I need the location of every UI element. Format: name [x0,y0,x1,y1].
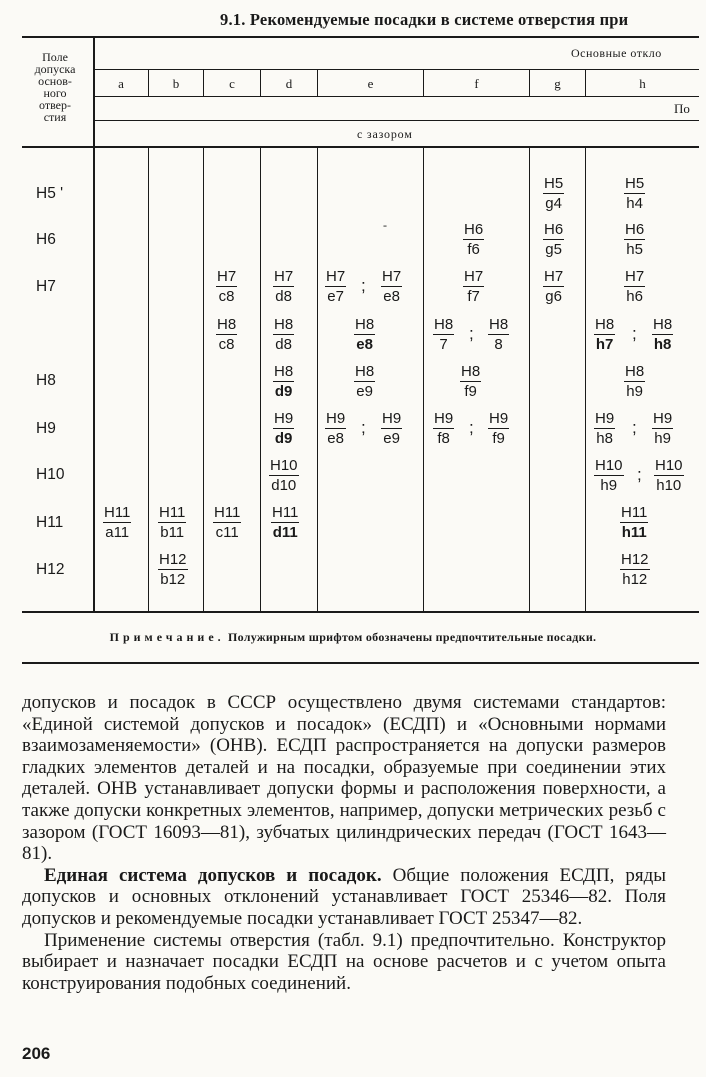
header-rule-2 [93,96,699,97]
fit-cell: $\frac{H7}{d8}$ [274,268,294,305]
semicolon: ; [469,418,474,437]
fit-cell: $\frac{H6}{g5}$ [544,221,564,258]
fit-cell: $\frac{H8}{e9}$ [355,363,375,400]
note-text: Полужирным шрифтом обозначены предпочтительные посадки. [227,630,597,644]
fit-cell: $\frac{H9}{h8}$ [595,410,615,447]
row-label-h11: H11 [36,514,64,531]
fit-cell: $\frac{H7}{g6}$ [544,268,564,305]
column-header-a: a [118,76,124,91]
fit-cell: $\frac{H6}{h5}$ [625,221,645,258]
fit-cell: $\frac{H10}{h9}$ [595,457,623,494]
table-caption: 9.1. Рекомендуемые посадки в системе отверстия при [220,10,629,29]
header-bottom-rule [22,146,699,148]
column-header-f: f [474,76,479,91]
semicolon: ; [632,324,637,343]
row-label-h5: H5 ' [36,185,64,202]
table-bottom-rule [22,611,699,613]
fit-cell: $\frac{H7}{c8}$ [217,268,237,305]
fit-cell-preferred: $\frac{H8}{h7}$ [595,316,615,353]
page-number: 206 [22,1044,51,1063]
fit-cell: $\frac{H7}{e8}$ [382,268,402,305]
fit-cell: $\frac{H7}{f7}$ [464,268,484,305]
fit-cell: $\frac{H6}{f6}$ [464,221,484,258]
table-top-rule [22,36,699,38]
col-divider-de-body [317,146,318,612]
paragraph: допусков и посадок в СССР осуществлено двумя системами стандартов: «Единой системой допусков и посадок» (ЕСДП) и «Основными нормами взаимозаменяемости» (ОНВ). ЕСДП распространяется на допуски размеров гладких элементов деталей и на посадки, образуемые при соединении этих деталей. ОНВ устанавливает допуски формы и расположения поверхности, а также допуски конкретных элементов, например, допуски метрических резьб с зазором (ГОСТ 16093—81), зубчатых цилиндрических передач (ГОСТ 1643—81). [22,692,666,865]
fit-cell: $\frac{H12}{h12}$ [621,551,649,588]
fit-cell: $\frac{H7}{h6}$ [625,268,645,305]
semicolon: ; [637,465,642,484]
fit-cell: $\frac{H5}{h4}$ [625,175,645,212]
semicolon: ; [632,418,637,437]
semicolon: ; [361,276,366,295]
paragraph-text: Общие положения ЕСДП, ряды допусков и основных отклонений устанавливает ГОСТ 25346—82. Поля допусков и рекомендуемые посадки устанавливает ГОСТ 25347—82. [22,864,666,929]
note-bottom-rule [22,662,699,664]
stub-divider [93,37,95,612]
fit-cell: $\frac{H9}{e9}$ [382,410,402,447]
col-divider-fg-body [529,146,530,612]
fit-cell: $\frac{H8}{8}$ [489,316,509,353]
fit-cell-preferred: $\frac{H11}{h11}$ [621,504,648,541]
col-divider-bc-body [203,146,204,612]
fit-cell-preferred: $\frac{H9}{d9}$ [274,410,294,447]
fit-cell: $\frac{H7}{e7}$ [326,268,346,305]
stub-line: основ- [38,74,72,88]
fit-cell-preferred: $\frac{H8}{d9}$ [274,363,294,400]
fit-cell: $\frac{H9}{e8}$ [326,410,346,447]
fit-cell: $\frac{H12}{b12}$ [159,551,187,588]
column-header-g: g [554,76,561,91]
stray-mark: - [383,218,387,232]
note-label: Примечание. [109,630,225,644]
top-header-label: Основные откло [571,46,662,60]
paragraph [22,865,666,930]
fit-cell: $\frac{H11}{c11}$ [214,504,241,541]
fit-cell-preferred: $\frac{H11}{d11}$ [272,504,299,541]
fit-cell-preferred: $\frac{H8}{h8}$ [653,316,673,353]
fit-cell: $\frac{H9}{f9}$ [489,410,509,447]
table-note [0,630,706,645]
column-header-d: d [285,76,293,91]
stub-line: Поле [42,50,68,64]
semicolon: ; [361,418,366,437]
column-header-e: e [367,76,374,91]
fit-cell: $\frac{H5}{g4}$ [544,175,564,212]
col-divider-ab-body [148,146,149,612]
row-label-h8: H8 [36,372,56,389]
fit-cell: $\frac{H11}{b11}$ [159,504,186,541]
fit-cell: $\frac{H9}{h9}$ [653,410,673,447]
row-label-h12: H12 [36,561,65,578]
header-rule-3 [93,120,699,121]
header-row-zazor: с зазором [357,127,413,141]
paragraph: Применение системы отверстия (табл. 9.1) предпочтительно. Конструктор выбирает и назначает посадки ЕСДП на основе расчетов и с учетом опыта конструирования подобных соединений. [22,929,666,994]
col-divider-gh-body [585,146,586,612]
col-divider-ef-body [423,146,424,612]
body-text [22,692,666,994]
column-header-h: h [639,76,646,91]
fit-cell: $\frac{H11}{a11}$ [104,504,131,541]
row-label-h7: H7 [36,278,56,295]
header-row-po: По [674,101,690,116]
column-header-c: c [229,76,235,91]
fit-cell: $\frac{H8}{d8}$ [274,316,294,353]
fit-cell: $\frac{H10}{d10}$ [270,457,298,494]
fit-cell: $\frac{H10}{h10}$ [655,457,683,494]
header-rule-1 [93,69,699,70]
fit-cell: $\frac{H8}{c8}$ [217,316,237,353]
row-label-h9: H9 [36,420,56,437]
row-label-h10: H10 [36,466,65,483]
fit-cell: $\frac{H8}{h9}$ [625,363,645,400]
col-divider-cd-body [260,146,261,612]
fit-cell: $\frac{H9}{f8}$ [434,410,454,447]
paragraph-heading: Единая система допусков и посадок. [44,864,382,886]
row-label-h6: H6 [36,231,56,248]
semicolon: ; [469,324,474,343]
fit-cell-preferred: $\frac{H8}{e8}$ [355,316,375,353]
stub-line: стия [43,110,67,124]
stub-line: ного [43,86,67,100]
stub-header [22,51,88,123]
fit-cell: $\frac{H8}{f9}$ [461,363,481,400]
stub-line: допуска [34,62,76,76]
fit-cell: $\frac{H8}{7}$ [434,316,454,353]
stub-line: отвер- [38,98,71,112]
column-header-b: b [172,76,180,91]
